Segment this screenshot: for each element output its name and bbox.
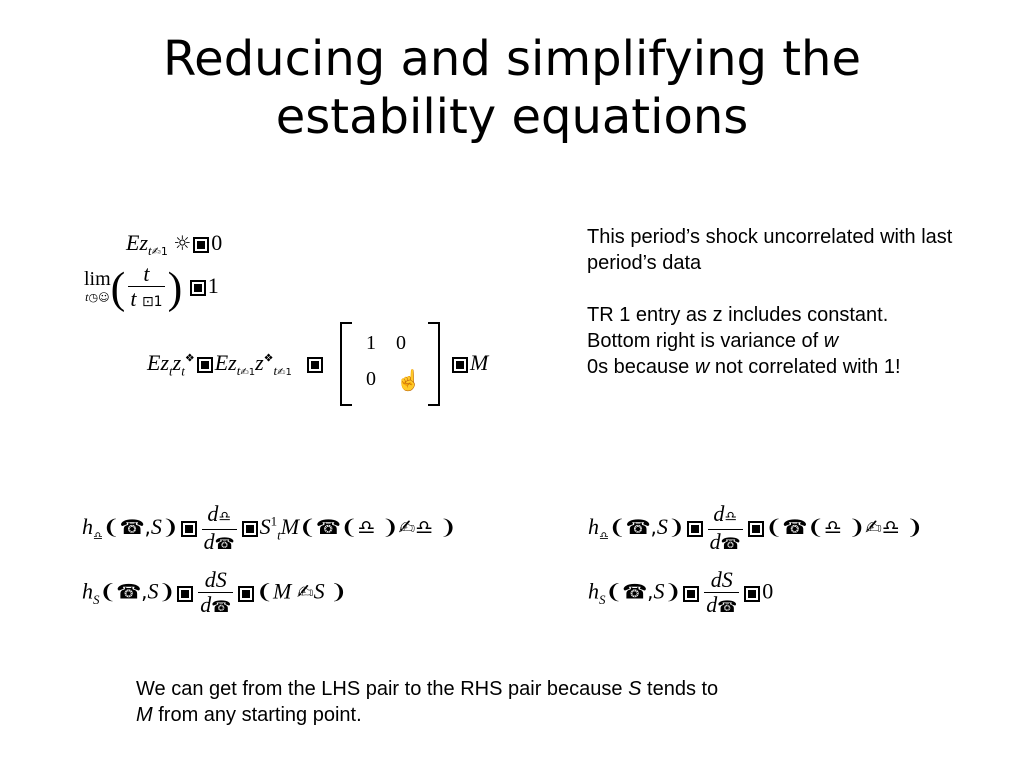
footer-pre: We can get from the LHS pair to the RHS pair because [136,678,623,700]
note-zeros-pre: 0s because [587,356,690,378]
equation-equals-m [450,350,488,376]
matrix-cell-21: 0 [366,368,376,390]
lhs2-m: M [273,578,292,604]
lhs2-s: S [313,578,325,604]
matrix-cell-12: 0 [396,332,406,354]
eq3-lhs: Ez [147,350,169,375]
lhs-equation-2: $h_S❨☎,S❩$ $\frac{dS}{d☎}$ ❨M ✍S ❩ [82,567,347,617]
lhs2-fraction: $\frac{dS}{d☎}$ [200,567,232,617]
lhs-equation-1: $h_♎❨☎,S❩$ $\frac{d♎}{d☎}$ $S^1_tM❨☎❨♎$ ❩✍♎ ❩ [82,501,457,554]
equation-second-moment: $Ez_tz_t^❖$ $Ez_{t✍1}z^❖_{t✍1}$ [147,350,325,379]
rhs2-rhs: 0 [762,578,774,604]
eq2-rhs: 1 [207,273,219,299]
note-zeros-var: w [694,356,710,378]
note-variance-var: w [823,330,839,352]
lhs1-m: M [280,514,300,540]
lhs2-den: d [200,592,212,617]
lhs2-box-1 [177,586,193,602]
footer-mid: tends to [647,678,719,700]
lhs2-sub: S [93,591,100,607]
lhs1-s: S [259,514,271,540]
rhs1-fraction: $\frac{d♎}{d☎}$ [709,501,741,554]
matrix-cell-11: 1 [366,332,376,354]
lhs1-num: d [207,501,219,526]
eq3-box-2 [307,357,323,373]
rhs1-num: d [713,501,725,526]
footer-post: from any starting point. [158,704,362,726]
title-line-1: Reducing and simplifying the [162,31,861,87]
rhs1-den: d [709,529,721,554]
lim-num: t [143,261,150,286]
lhs1-sub: t [277,527,281,543]
equation-expectation-zero: $Ez_{t✍1}$ ☼ 0 [126,230,223,259]
lim-den: t [130,286,137,311]
note-variance-text: Bottom right is variance of [587,330,819,352]
eq3-mid: Ez [214,350,237,375]
lhs1-den: d [203,529,215,554]
footer-var-m: M [136,704,153,726]
footer-var-s: S [628,678,642,700]
lhs1-box-1 [181,521,197,537]
eq1-symbol: ☼ [173,231,192,255]
rhs1-fn: h [588,514,599,540]
lim-sub: t [85,289,89,304]
rhs-equation-1: $h_♎❨☎,S❩$ $\frac{d♎}{d☎}$ ❨☎❨♎ ❩✍♎ ❩ [588,501,923,554]
lhs1-box-2 [242,521,258,537]
note-variance [587,328,987,354]
note-zeros [587,354,967,380]
eq3-box-3 [452,357,468,373]
lhs1-fn: h [82,514,93,540]
matrix-cell-22-variance-symbol: ☝ [396,370,421,392]
moment-matrix [340,322,440,402]
note-shock-uncorrelated: This period’s shock uncorrelated with last period’s data [587,226,953,274]
rhs1-box-2 [748,521,764,537]
eq1-rhs: 0 [211,230,223,255]
eq1-lhs: Ez [126,230,148,255]
note-tr-entry: TR 1 entry as z includes constant. [587,304,889,326]
footer-text [136,676,896,728]
lhs2-fn: h [82,578,93,604]
rhs2-fn: h [588,578,599,604]
lhs1-fraction: $\frac{d♎}{d☎}$ [203,501,235,554]
rhs2-box-2 [744,586,760,602]
lhs2-num: dS [204,567,227,592]
rhs2-sub: S [599,591,606,607]
eq3-box-1 [197,357,213,373]
eq2-box [190,280,206,296]
slide-title [80,30,944,146]
rhs2-box-1 [683,586,699,602]
lhs1-sup: 1 [270,513,278,529]
matrix-left-bracket [340,322,352,406]
lim-label: lim [84,267,111,290]
note-zeros-post: not correlated with 1! [714,356,901,378]
matrix-right-bracket [428,322,440,406]
rhs2-fraction: $\frac{dS}{d☎}$ [706,567,738,617]
rhs2-den: d [706,592,718,617]
rhs1-box-1 [687,521,703,537]
explanation-notes [587,224,987,380]
lhs2-box-2 [238,586,254,602]
limit-fraction: $\frac{t}{t ⊡1}$ [130,261,163,311]
rhs-equation-2: $h_S❨☎,S❩$ $\frac{dS}{d☎}$ 0 [588,567,774,617]
equation-limit: lim t◷☺ ( $\frac{t}{t ⊡1}$ ) 1 [84,261,219,313]
eq3-rhs: M [470,350,489,375]
eq1-box [193,237,209,253]
eq1-sub: t [148,243,152,259]
footer-note [136,676,896,728]
rhs2-num: dS [710,567,733,592]
title-line-2: estability equations [275,89,749,145]
